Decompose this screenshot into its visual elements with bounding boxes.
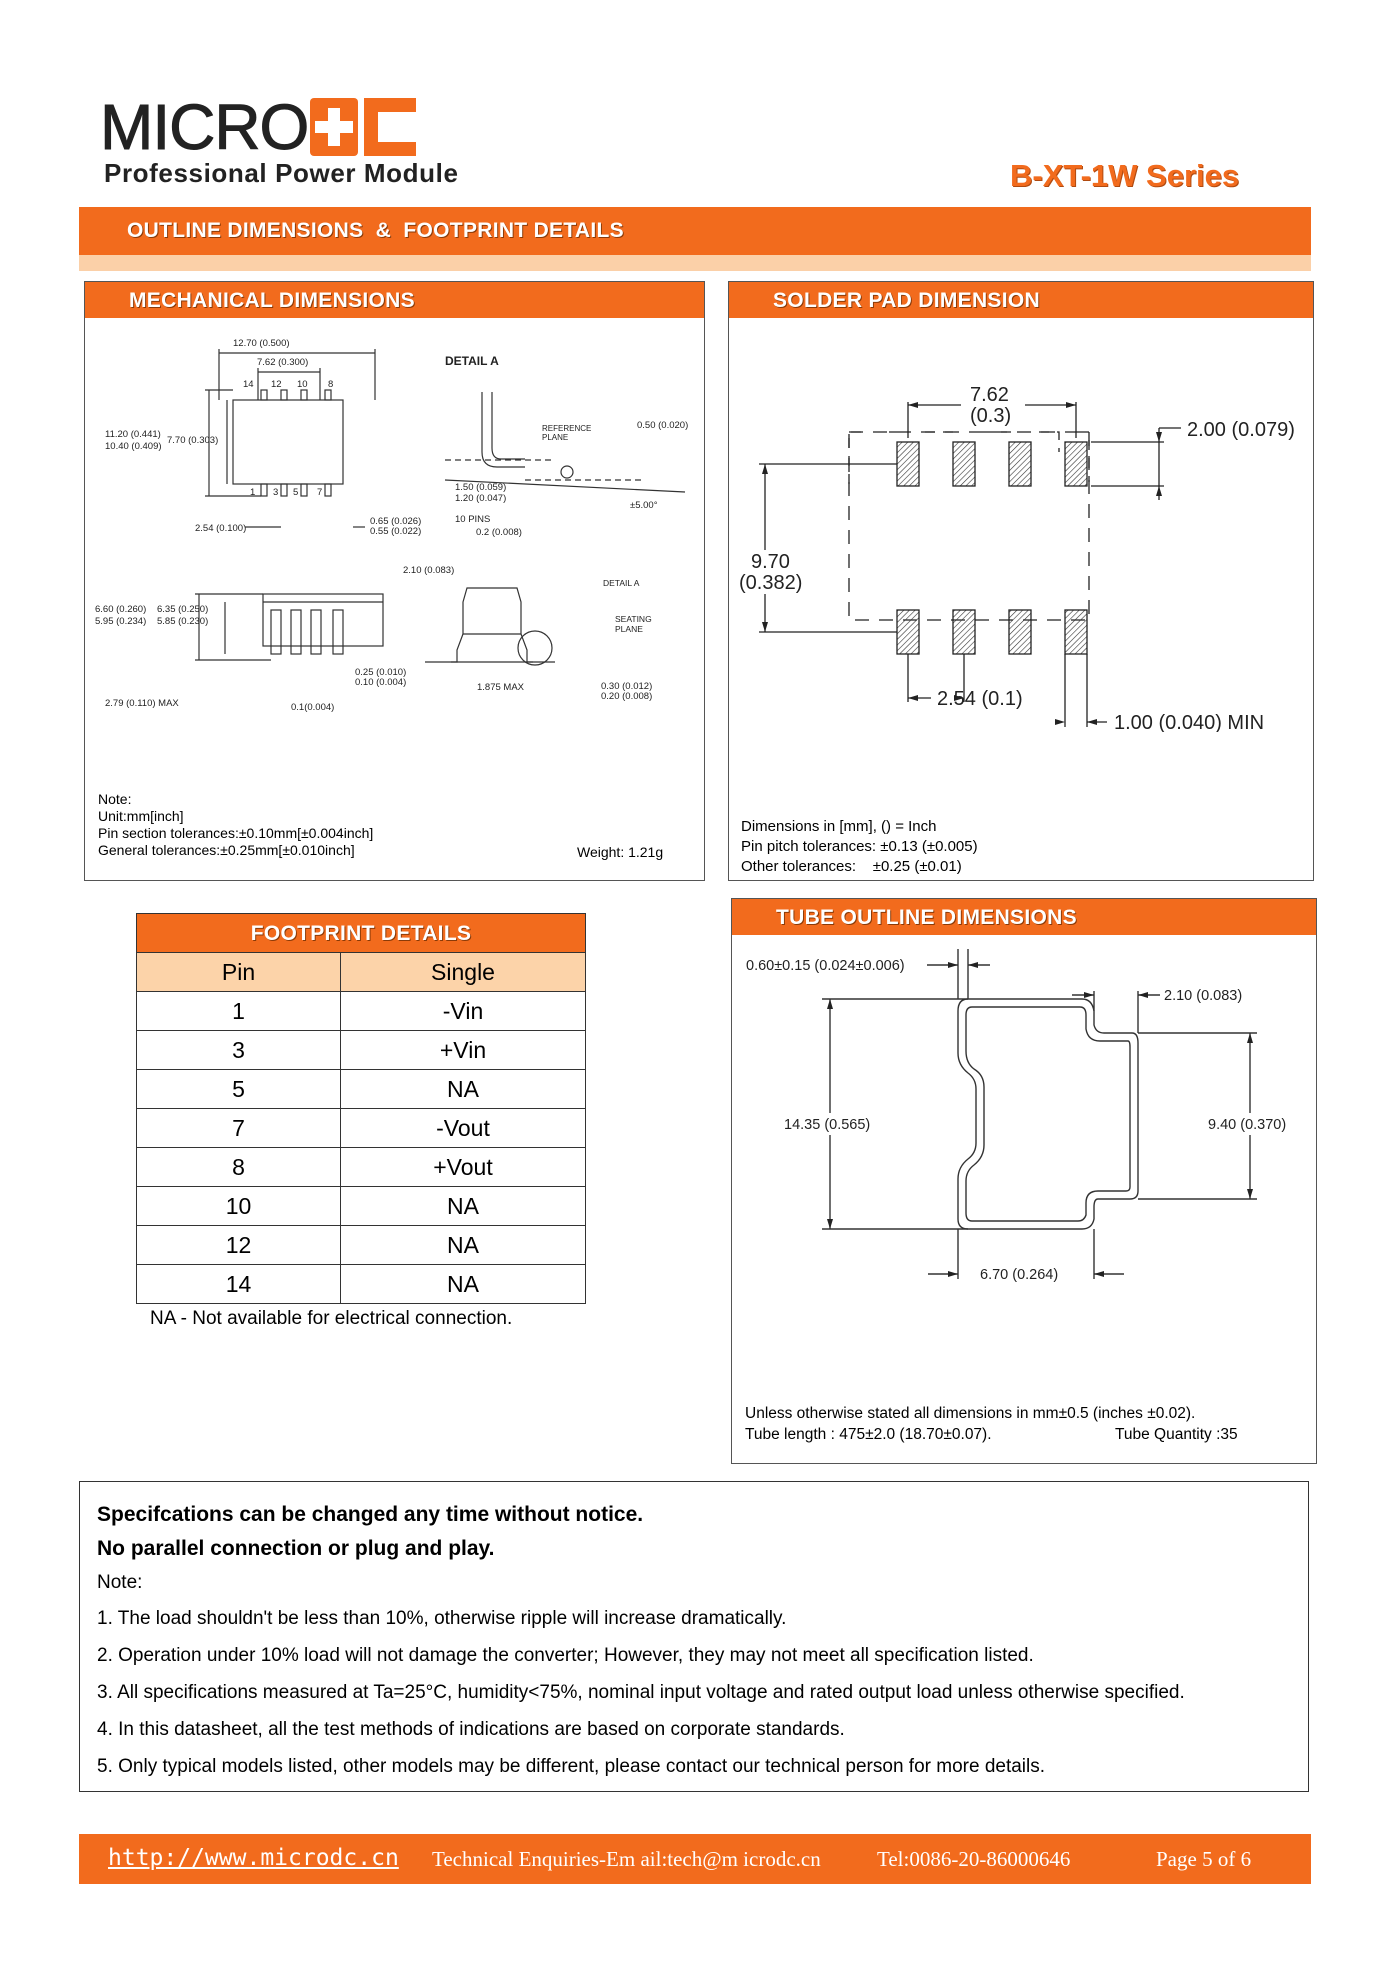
pin-cell: 1 — [137, 992, 341, 1031]
mech-pin-10: 10 — [297, 379, 308, 390]
logo-tagline: Professional Power Module — [104, 158, 459, 188]
mech-dim-pin-w-b: 0.55 (0.022) — [370, 526, 422, 537]
tube-dim-w: 6.70 (0.264) — [980, 1267, 1059, 1283]
solder-dim-right: 2.00 (0.079) — [1187, 419, 1295, 441]
mechanical-title: MECHANICAL DIMENSIONS — [129, 289, 415, 312]
table-row — [137, 1187, 586, 1226]
mechanical-drawing — [85, 332, 704, 752]
mech-side-h-a: 6.60 (0.260) — [95, 604, 147, 615]
tube-panel — [731, 898, 1317, 1464]
footer-enquiries: Technical Enquiries-Em ail:tech@m icrodc.cn — [432, 1847, 821, 1871]
mechanical-panel-header — [85, 282, 704, 318]
mech-pin-3: 3 — [273, 487, 279, 498]
mechanical-panel — [84, 281, 705, 881]
tube-dim-step: 2.10 (0.083) — [1164, 988, 1243, 1004]
mech-detail-a: DETAIL A — [445, 354, 499, 368]
footprint-title: FOOTPRINT DETAILS — [250, 922, 472, 945]
table-row — [137, 992, 586, 1031]
solder-panel — [728, 281, 1314, 881]
mech-dim-foot-b: 1.20 (0.047) — [455, 493, 507, 504]
mech-lead-b: 0.20 (0.008) — [601, 691, 653, 702]
mech-dim-w-inner: 7.62 (0.300) — [257, 357, 309, 368]
footer-url-link[interactable]: http://www.microdc.cn — [108, 1845, 399, 1871]
solder-panel-header — [729, 282, 1313, 318]
mech-pin-7: 7 — [317, 487, 323, 498]
function-cell: -Vin — [341, 992, 586, 1031]
tube-dim-inner-h: 9.40 (0.370) — [1208, 1117, 1287, 1133]
mech-lead-a: 0.30 (0.012) — [601, 681, 653, 692]
mech-pin-12: 12 — [271, 379, 282, 390]
function-cell: NA — [341, 1070, 586, 1109]
mechanical-weight: Weight: 1.21g — [577, 844, 664, 860]
solder-note-1: Pin pitch tolerances: ±0.13 (±0.005) — [741, 838, 978, 855]
solder-dim-top-a: 7.62 — [970, 384, 1009, 406]
function-cell: NA — [341, 1265, 586, 1304]
mech-dim-lead-t: 0.50 (0.020) — [637, 420, 689, 431]
logo-text: MICRO — [100, 91, 309, 163]
footprint-table — [136, 952, 586, 1304]
footer-bar — [79, 1834, 1311, 1884]
mech-pin-5: 5 — [293, 487, 299, 498]
footer-page: Page 5 of 6 — [1156, 1847, 1252, 1871]
mech-span-max: 1.875 MAX — [477, 682, 524, 693]
spec-bold-1: Specifcations can be changed any time without notice. — [97, 1503, 644, 1526]
solder-dim-pitch: 2.54 (0.1) — [937, 688, 1023, 710]
mech-dim-h-outer-b: 10.40 (0.409) — [105, 441, 162, 452]
mech-dim-w-total: 12.70 (0.500) — [233, 338, 290, 349]
table-row — [137, 1148, 586, 1187]
table-row — [137, 1265, 586, 1304]
function-cell: +Vout — [341, 1148, 586, 1187]
footprint-note: NA - Not available for electrical connection. — [150, 1308, 513, 1329]
function-cell: -Vout — [341, 1109, 586, 1148]
tube-notes — [745, 1403, 1305, 1445]
mech-dim-foot-a: 1.50 (0.059) — [455, 482, 507, 493]
footprint-header — [136, 913, 586, 952]
footer-tel: Tel:0086-20-86000646 — [877, 1847, 1071, 1871]
logo — [100, 91, 520, 190]
mech-note-0: Note: — [98, 791, 132, 807]
mech-side-h2-a: 6.35 (0.250) — [157, 604, 209, 615]
function-cell: NA — [341, 1226, 586, 1265]
spec-note-item: 4. In this datasheet, all the test methods of indications are based on corporate standards. — [97, 1719, 845, 1740]
function-cell: +Vin — [341, 1031, 586, 1070]
pin-cell: 5 — [137, 1070, 341, 1109]
table-row — [137, 1226, 586, 1265]
solder-title: SOLDER PAD DIMENSION — [773, 289, 1040, 312]
mech-dim-pitch: 2.54 (0.100) — [195, 523, 247, 534]
footprint-col-pin: Pin — [137, 953, 341, 992]
spec-note-label: Note: — [97, 1572, 143, 1593]
logo-wordmark — [100, 91, 420, 163]
pin-cell: 7 — [137, 1109, 341, 1148]
section-title: OUTLINE DIMENSIONS & FOOTPRINT DETAILS — [127, 219, 624, 242]
solder-dim-left-a: 9.70 — [751, 551, 790, 573]
solder-drawing — [729, 332, 1313, 732]
mech-angle: ±5.00° — [630, 500, 658, 511]
function-cell: NA — [341, 1187, 586, 1226]
tube-note-3: Tube Quantity :35 — [1115, 1426, 1238, 1443]
spec-note-item: 3. All specifications measured at Ta=25°C, humidity<75%, nominal input voltage and rated output load unless otherwise specified. — [97, 1682, 1185, 1703]
tube-title: TUBE OUTLINE DIMENSIONS — [776, 906, 1077, 929]
mechanical-notes — [98, 791, 373, 859]
mech-stand-b: 0.10 (0.004) — [355, 677, 407, 688]
mech-note-2: Pin section tolerances:±0.10mm[±0.004inch] — [98, 825, 374, 841]
spec-notes-box — [79, 1481, 1309, 1792]
tube-dim-wall: 0.60±0.15 (0.024±0.006) — [746, 958, 905, 974]
mech-seating-2: PLANE — [615, 624, 643, 634]
series-title: B-XT-1W Series — [1010, 158, 1240, 193]
mech-dim-pin-w-a: 0.65 (0.026) — [370, 516, 422, 527]
table-row — [137, 1031, 586, 1070]
mech-dim-h-outer-a: 11.20 (0.441) — [105, 429, 161, 440]
mech-side-h2-b: 5.85 (0.230) — [157, 616, 209, 627]
mech-ref-plane-2: PLANE — [542, 433, 569, 442]
section-bar-underline — [79, 255, 1311, 271]
tube-note-1: Unless otherwise stated all dimensions in mm±0.5 (inches ±0.02). — [745, 1405, 1196, 1422]
spec-note-item: 5. Only typical models listed, other models may be different, please contact our technical person for more details. — [97, 1756, 1046, 1777]
solder-dim-min: 1.00 (0.040) MIN — [1114, 712, 1265, 732]
mech-tol-frame: 0.2 (0.008) — [476, 527, 522, 538]
solder-dim-top-b: (0.3) — [970, 405, 1012, 427]
pin-cell: 10 — [137, 1187, 341, 1226]
footprint-header-row — [137, 953, 586, 992]
pin-cell: 3 — [137, 1031, 341, 1070]
mech-note-1: Unit:mm[inch] — [98, 808, 184, 824]
mech-pin-8: 8 — [328, 379, 334, 390]
table-row — [137, 1109, 586, 1148]
pin-cell: 12 — [137, 1226, 341, 1265]
pin-cell: 8 — [137, 1148, 341, 1187]
logo-dc-mark — [310, 98, 420, 156]
mech-dim-h-body: 7.70 (0.303) — [167, 435, 219, 446]
mech-seating-1: SEATING — [615, 614, 652, 624]
tube-panel-header — [732, 899, 1316, 935]
spec-note-item: 2. Operation under 10% load will not damage the converter; However, they may not meet all specification listed. — [97, 1645, 1034, 1666]
tube-dim-h: 14.35 (0.565) — [784, 1117, 871, 1133]
tube-note-line-2 — [745, 1424, 1305, 1445]
spec-note-item: 1. The load shouldn't be less than 10%, otherwise ripple will increase dramatically. — [97, 1608, 787, 1629]
solder-note-0: Dimensions in [mm], () = Inch — [741, 818, 937, 835]
mech-pin-1: 1 — [250, 487, 256, 498]
mech-side-h-b: 5.95 (0.234) — [95, 616, 147, 627]
spec-bold-2: No parallel connection or plug and play. — [97, 1537, 495, 1560]
mech-flat: 0.1(0.004) — [291, 702, 335, 713]
mech-ten-pins: 10 PINS — [455, 514, 491, 525]
mech-ref-plane-1: REFERENCE — [542, 424, 592, 433]
solder-notes — [741, 817, 978, 877]
table-row — [137, 1070, 586, 1109]
mech-max-h: 2.79 (0.110) MAX — [105, 698, 179, 709]
mech-note-3: General tolerances:±0.25mm[±0.010inch] — [98, 842, 355, 858]
mech-stand-a: 0.25 (0.010) — [355, 667, 407, 678]
tube-note-2: Tube length : 475±2.0 (18.70±0.07). — [745, 1426, 992, 1443]
footprint-section — [136, 913, 586, 1330]
solder-dim-left-b: (0.382) — [739, 572, 803, 594]
mech-detail-a-ref: DETAIL A — [603, 578, 640, 588]
section-bar — [79, 207, 1311, 255]
pin-cell: 14 — [137, 1265, 341, 1304]
solder-note-2: Other tolerances: ±0.25 (±0.01) — [741, 858, 962, 875]
footprint-col-single: Single — [341, 953, 586, 992]
tube-drawing — [732, 939, 1316, 1379]
mech-pin-14: 14 — [243, 379, 254, 390]
mech-side-w: 2.10 (0.083) — [403, 565, 455, 576]
